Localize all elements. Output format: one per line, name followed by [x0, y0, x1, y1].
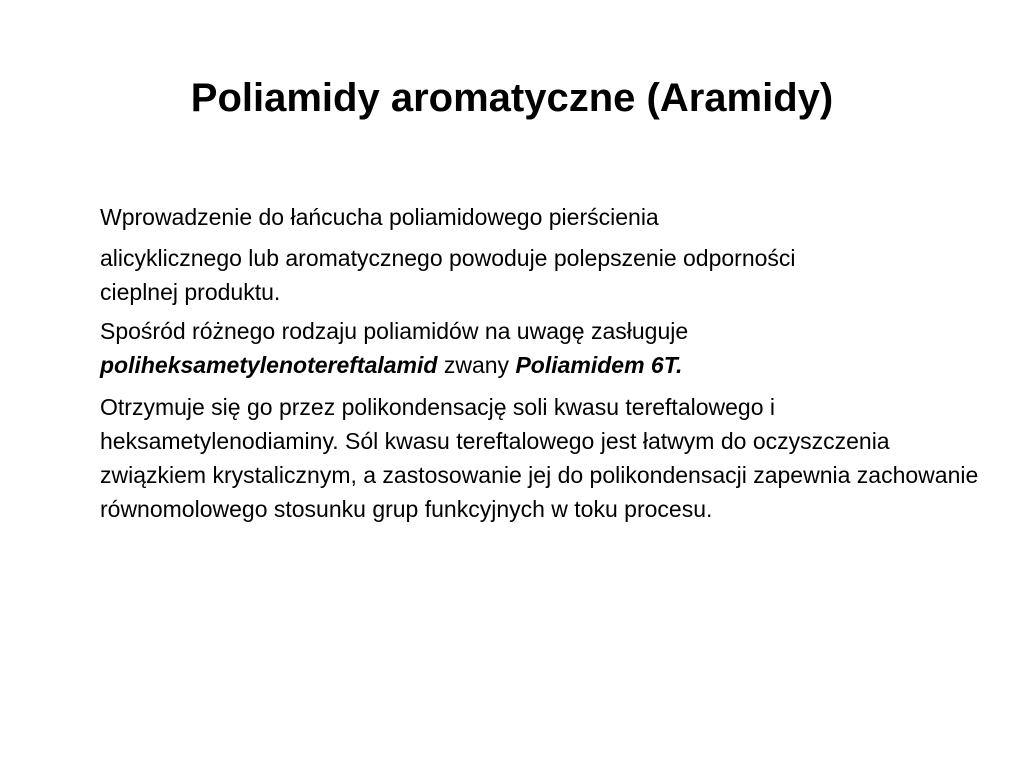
paragraph-introduction-line-3: cieplnej produktu. [100, 279, 281, 305]
paragraph-synthesis: Otrzymuje się go przez polikondensację soli kwasu tereftalowego i heksametylenodiaminy. Sól kwasu tereftalowego jest łatwym do oczyszczenia związkiem krystalicznym, a zastosowanie jej do polikondensacji zapewnia zachowanie równomolowego stosunku grup funkcyjnych w toku procesu. [100, 394, 979, 522]
slide-title: Poliamidy aromatyczne (Aramidy) [190, 76, 834, 120]
polymer-name-emphasis: poliheksametylenotereftalamid [100, 352, 438, 378]
paragraph-introduction [100, 200, 980, 306]
paragraph-polyamide-6t-text: Spośród różnego rodzaju poliamidów na uwagę zasługuje [100, 318, 689, 344]
paragraph-polyamide-6t-connector: zwany [437, 352, 516, 378]
paragraph-polyamide-6t [100, 314, 980, 382]
polymer-trade-name-emphasis: Poliamidem 6T. [515, 352, 683, 378]
paragraph-introduction-line-1: Wprowadzenie do łańcucha poliamidowego pierścienia [100, 204, 659, 230]
slide-body [100, 200, 980, 526]
paragraph-introduction-line-2: alicyklicznego lub aromatycznego powoduje polepszenie odporności [100, 245, 796, 271]
